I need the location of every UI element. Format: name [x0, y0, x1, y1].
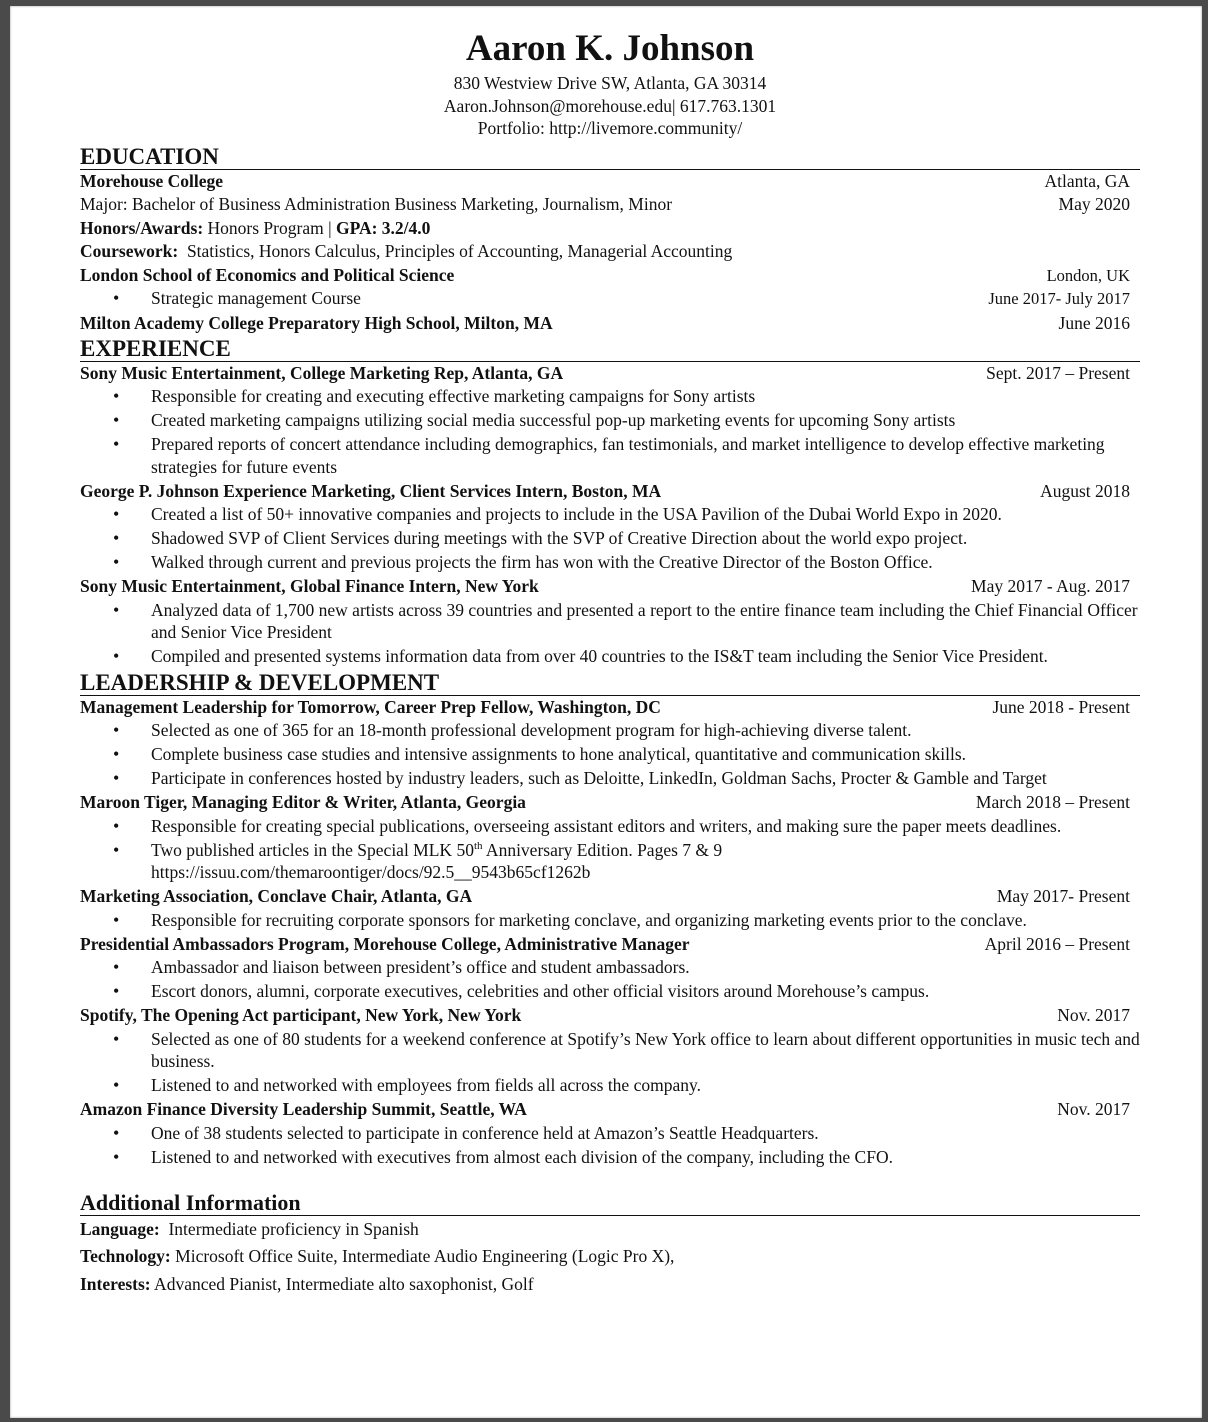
- entry-date: June 2018 - Present: [992, 696, 1130, 717]
- education-honors: [80, 217, 1140, 241]
- education-morehouse: [80, 170, 1140, 194]
- entry-date: Nov. 2017: [1057, 1099, 1130, 1119]
- major-text: Major: Bachelor of Business Administration Business Marketing, Journalism, Minor: [80, 194, 673, 214]
- entry-heading: Sony Music Entertainment, College Marketing Rep, Atlanta, GA: [80, 362, 564, 383]
- list-item: • Created marketing campaigns utilizing social media successful pop-up marketing events for upcoming Sony artists: [80, 409, 1140, 432]
- mlk-text-rest: Anniversary Edition. Pages 7 & 9: [482, 839, 723, 860]
- entry-bullets: [80, 599, 1140, 668]
- language-value: Intermediate proficiency in Spanish: [159, 1218, 419, 1239]
- coursework-value: Statistics, Honors Calculus, Principles of Accounting, Managerial Accounting: [178, 241, 733, 261]
- entry-bullets: [80, 909, 1140, 932]
- education-heading: EDUCATION: [80, 144, 1140, 170]
- list-item: • One of 38 students selected to participate in conference held at Amazon’s Seattle Headquarters.: [80, 1122, 1140, 1145]
- technology-label: Technology:: [80, 1246, 171, 1266]
- list-item: • Analyzed data of 1,700 new artists across 39 countries and presented a report to the entire finance team including the Chief Financial Officer and Senior Vice President: [80, 599, 1140, 644]
- entry-date: April 2016 – Present: [984, 933, 1130, 954]
- entry-heading: George P. Johnson Experience Marketing, Client Services Intern, Boston, MA: [80, 480, 662, 501]
- entry-bullets: [80, 719, 1140, 790]
- list-item: • Participate in conferences hosted by industry leaders, such as Deloitte, LinkedIn, Goldman Sachs, Procter & Gamble and Target: [80, 767, 1140, 790]
- entry-heading-row: [80, 933, 1140, 957]
- list-item: • Compiled and presented systems information data from over 40 countries to the IS&T team including the Senior Vice President.: [80, 645, 1140, 668]
- email-phone: Aaron.Johnson@morehouse.edu| 617.763.1301: [443, 95, 777, 116]
- lse-bullets: [80, 287, 1140, 311]
- list-item: • Responsible for creating special publications, overseeing assistant editors and writers, and making sure the paper meets deadlines.: [80, 815, 1140, 838]
- education-coursework: [80, 240, 1140, 264]
- entry-heading: Sony Music Entertainment, Global Finance Intern, New York: [80, 576, 539, 596]
- list-item: • Ambassador and liaison between president’s office and student ambassadors.: [80, 956, 1140, 979]
- resume-content: [80, 26, 1140, 1298]
- entry-heading: Presidential Ambassadors Program, Morehouse College, Administrative Manager: [80, 933, 690, 954]
- entry-heading-row: [80, 696, 1140, 720]
- entry-heading: Marketing Association, Conclave Chair, Atlanta, GA: [80, 886, 473, 906]
- school-name: London School of Economics and Political Science: [80, 264, 455, 285]
- bullet-text: • Strategic management Course: [151, 288, 361, 308]
- language-row: [80, 1216, 1140, 1244]
- school-location: Atlanta, GA: [1044, 170, 1130, 191]
- entry-heading: Maroon Tiger, Managing Editor & Writer, Atlanta, Georgia: [80, 792, 526, 812]
- school-name: Milton Academy College Preparatory High School, Milton, MA: [80, 313, 553, 333]
- interests-value: Advanced Pianist, Intermediate alto saxophonist, Golf: [150, 1273, 534, 1294]
- school-name: Morehouse College: [80, 170, 224, 191]
- list-item: [80, 839, 1140, 884]
- gpa-label: GPA: 3.2/4.0: [335, 217, 431, 238]
- issuu-link[interactable]: https://issuu.com/themaroontiger/docs/92.5__9543b65cf1262b: [151, 862, 591, 882]
- entry-date: Nov. 2017: [1057, 1005, 1130, 1025]
- graduation-date: May 2020: [1058, 194, 1130, 214]
- honors-value: Honors Program |: [203, 217, 336, 238]
- mlk-text: Two published articles in the Special MLK 50: [151, 839, 474, 860]
- education-lse: [80, 264, 1140, 288]
- lse-date: June 2017- July 2017: [988, 289, 1130, 308]
- interests-label: Interests:: [80, 1273, 151, 1294]
- school-location: London, UK: [1046, 265, 1130, 285]
- entry-date: August 2018: [1040, 480, 1130, 501]
- list-item: • Selected as one of 80 students for a weekend conference at Spotify’s New York office to learn about different opportunities in music tech and business.: [80, 1028, 1140, 1073]
- technology-row: [80, 1243, 1140, 1271]
- entry-date: May 2017- Present: [996, 886, 1130, 906]
- entry-heading: Spotify, The Opening Act participant, New York, New York: [80, 1005, 522, 1025]
- technology-value: Microsoft Office Suite, Intermediate Audio Engineering (Logic Pro X),: [170, 1246, 675, 1266]
- entry-heading-row: [80, 480, 1140, 504]
- entry-heading: Management Leadership for Tomorrow, Career Prep Fellow, Washington, DC: [80, 696, 661, 717]
- entry-bullets: [80, 815, 1140, 884]
- list-item: [80, 287, 1140, 311]
- list-item: • Listened to and networked with executives from almost each division of the company, including the CFO.: [80, 1146, 1140, 1169]
- entry-heading-row: [80, 575, 1140, 599]
- milton-date: June 2016: [1058, 313, 1130, 333]
- entry-heading: Amazon Finance Diversity Leadership Summit, Seattle, WA: [80, 1099, 527, 1119]
- entry-heading-row: [80, 885, 1140, 909]
- list-item: • Complete business case studies and intensive assignments to hone analytical, quantitative and communication skills.: [80, 743, 1140, 766]
- entry-bullets: [80, 956, 1140, 1003]
- list-item: • Shadowed SVP of Client Services during meetings with the SVP of Creative Direction about the world expo project.: [80, 527, 1140, 550]
- entry-bullets: [80, 1122, 1140, 1169]
- list-item: • Selected as one of 365 for an 18-month professional development program for high-achieving diverse talent.: [80, 719, 1140, 742]
- ordinal-suffix: th: [473, 839, 483, 852]
- education-milton: [80, 312, 1140, 336]
- entry-heading-row: [80, 1098, 1140, 1122]
- entry-heading-row: [80, 362, 1140, 386]
- list-item: • Listened to and networked with employees from fields all across the company.: [80, 1074, 1140, 1097]
- honors-label: Honors/Awards:: [80, 217, 204, 238]
- entry-bullets: [80, 385, 1140, 478]
- experience-list: [80, 362, 1140, 668]
- entry-date: March 2018 – Present: [975, 792, 1130, 812]
- entry-date: Sept. 2017 – Present: [986, 362, 1130, 383]
- additional-heading: Additional Information: [80, 1190, 1140, 1216]
- leadership-heading: LEADERSHIP & DEVELOPMENT: [80, 670, 1140, 696]
- entry-bullets: [80, 503, 1140, 574]
- leadership-list: [80, 696, 1140, 1169]
- list-item: • Created a list of 50+ innovative companies and projects to include in the USA Pavilion of the Dubai World Expo in 2020.: [80, 503, 1140, 526]
- entry-heading-row: [80, 791, 1140, 815]
- resume-name: Aaron K. Johnson: [465, 28, 755, 69]
- interests-row: [80, 1271, 1140, 1299]
- address: 830 Westview Drive SW, Atlanta, GA 30314: [453, 73, 767, 93]
- coursework-label: Coursework:: [80, 241, 179, 261]
- resume-page: [10, 6, 1202, 1418]
- experience-heading: EXPERIENCE: [80, 336, 1140, 362]
- entry-bullets: [80, 1028, 1140, 1097]
- entry-date: May 2017 - Aug. 2017: [971, 576, 1130, 596]
- list-item: • Walked through current and previous projects the firm has won with the Creative Director of the Boston Office.: [80, 551, 1140, 574]
- list-item: • Prepared reports of concert attendance including demographics, fan testimonials, and market intelligence to develop effective marketing strategies for future events: [80, 433, 1140, 478]
- portfolio-link[interactable]: Portfolio: http://livemore.community/: [477, 118, 743, 138]
- language-label: Language:: [80, 1218, 160, 1239]
- list-item: • Responsible for creating and executing effective marketing campaigns for Sony artists: [80, 385, 1140, 408]
- education-major: [80, 193, 1140, 217]
- list-item: • Escort donors, alumni, corporate executives, celebrities and other official visitors around Morehouse’s campus.: [80, 980, 1140, 1003]
- list-item: • Responsible for recruiting corporate sponsors for marketing conclave, and organizing marketing events prior to the conclave.: [80, 909, 1140, 932]
- entry-heading-row: [80, 1004, 1140, 1028]
